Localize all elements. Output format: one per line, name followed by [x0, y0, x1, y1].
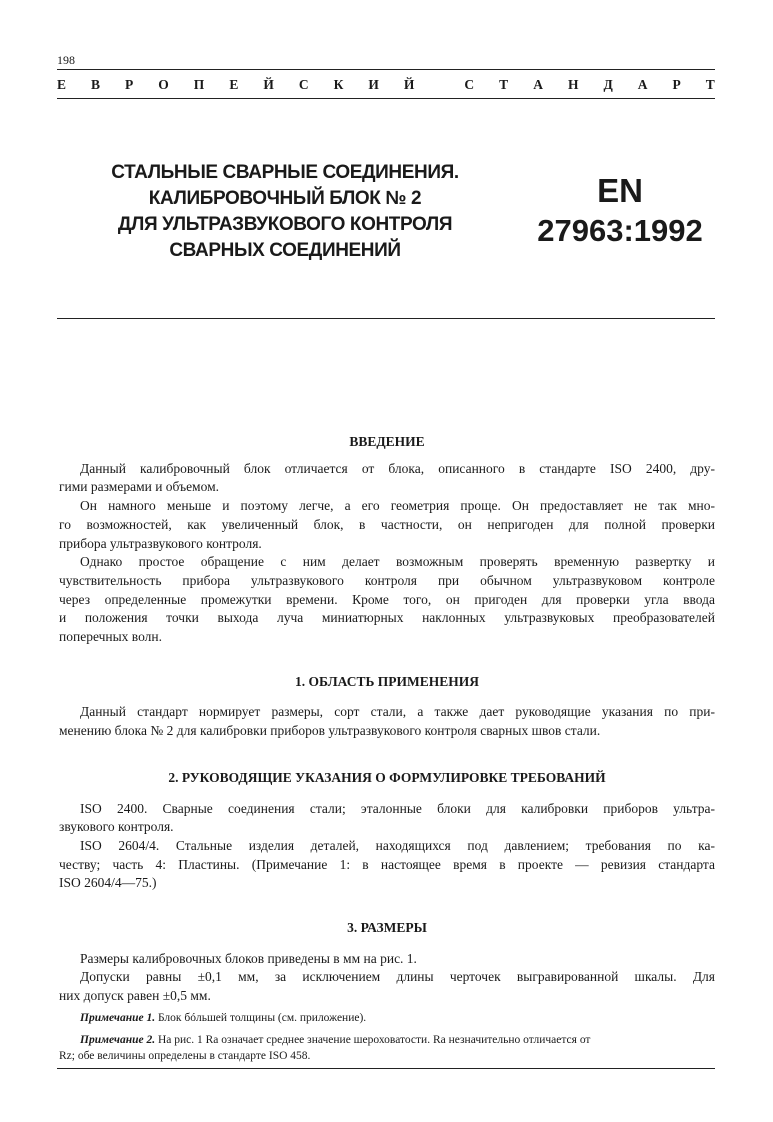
- standard-number: 27963:1992: [537, 213, 703, 248]
- note-line: Блок бóльшей толщины (см. приложение).: [157, 1011, 367, 1024]
- text-line: через определенные промежутки времени. Кроме того, он пригоден для проверки угла ввода: [59, 591, 715, 607]
- text-line: Данный стандарт нормирует размеры, сорт стали, а также дает руководящие указания по при-: [80, 704, 715, 720]
- text-line: Однако простое обращение с ним делает возможным проверять временную развертку и: [80, 554, 715, 570]
- text-line: ISO 2604/4. Стальные изделия деталей, находящихся под давлением; требования по ка-: [80, 837, 715, 853]
- banner-letter: Р: [672, 77, 681, 92]
- banner-letter: Н: [567, 77, 579, 92]
- paragraph: [59, 837, 715, 893]
- text-line: Допуски равны ±0,1 мм, за исключением длины черточек выгравированной шкалы. Для: [80, 969, 715, 985]
- text-line: них допуск равен ±0,5 мм.: [59, 988, 211, 1004]
- banner-letter: Р: [125, 77, 134, 92]
- title-divider: [57, 318, 715, 319]
- section-heading: 1. ОБЛАСТЬ ПРИМЕНЕНИЯ: [294, 673, 480, 689]
- banner-letter: Й: [403, 77, 415, 92]
- note-label: Примечание 1.: [80, 1011, 156, 1024]
- banner-letter: О: [158, 77, 169, 92]
- banner-letter: Е: [57, 77, 67, 92]
- section-heading: 2. РУКОВОДЯЩИЕ УКАЗАНИЯ О ФОРМУЛИРОВКЕ ТРЕБОВАНИЙ: [168, 769, 606, 785]
- text-line: ISO 2604/4—75.): [59, 875, 157, 891]
- series-banner: [57, 77, 715, 93]
- text-line: поперечных волн.: [59, 629, 162, 645]
- title-line: СВАРНЫХ СОЕДИНЕНИЙ: [169, 240, 401, 261]
- standard-code: EN: [597, 172, 643, 209]
- paragraph: [59, 950, 715, 969]
- text-line: Данный калибровочный блок отличается от блока, описанного в стандарте ISO 2400, дру-: [80, 460, 715, 476]
- paragraph: [59, 460, 715, 497]
- text-line: го возможностей, как увеличенный блок, в частности, он непригоден для полной проверки: [59, 516, 715, 532]
- banner-letter: П: [193, 77, 205, 92]
- note-label: Примечание 2.: [80, 1033, 156, 1046]
- paragraph: [59, 800, 715, 837]
- title-line: ДЛЯ УЛЬТРАЗВУКОВОГО КОНТРОЛЯ: [117, 214, 453, 235]
- banner-letter: С: [298, 77, 309, 92]
- header-rule-top: [57, 69, 715, 70]
- banner-letter: Т: [705, 77, 715, 92]
- banner-letter: В: [91, 77, 101, 92]
- section1-section: [59, 673, 715, 741]
- text-line: звукового контроля.: [59, 819, 174, 835]
- banner-letter: Е: [229, 77, 239, 92]
- note: [59, 1010, 715, 1026]
- document-body: [59, 433, 715, 1064]
- paragraph: [59, 703, 715, 740]
- text-line: менению блока № 2 для калибровки приборов ультразвукового контроля сварных швов стали.: [59, 723, 601, 739]
- text-line: чувствительность прибора ультразвукового контроля при обычном ультразвуковом контроле: [59, 572, 715, 588]
- page-number: 198: [57, 53, 75, 67]
- section-heading: 3. РАЗМЕРЫ: [347, 920, 427, 936]
- section-heading: ВВЕДЕНИЕ: [349, 434, 425, 449]
- section2-section: [59, 769, 715, 893]
- title-line: КАЛИБРОВОЧНЫЙ БЛОК № 2: [148, 188, 422, 209]
- paragraph: [59, 497, 715, 553]
- standard-designation: [520, 172, 720, 252]
- title-line: СТАЛЬНЫЕ СВАРНЫЕ СОЕДИНЕНИЯ.: [111, 162, 459, 183]
- document-title: [100, 160, 470, 264]
- footer-rule: [57, 1068, 715, 1069]
- intro-section: [59, 433, 715, 647]
- text-line: и положения точки выхода луча миниатюрных наклонных ультразвуковых преобразователей: [59, 610, 715, 626]
- note-line: На рис. 1 Ra означает среднее значение шероховатости. Ra незначительно отличается от: [157, 1033, 591, 1046]
- text-line: ISO 2400. Сварные соединения стали; эталонные блоки для калибровки приборов ультра-: [80, 800, 715, 816]
- paragraph: [59, 968, 715, 1005]
- banner-letter: С: [464, 77, 475, 92]
- banner-letter: Й: [263, 77, 274, 92]
- text-line: прибора ультразвукового контроля.: [59, 535, 262, 551]
- text-line: честву; часть 4: Пластины. (Примечание 1: в настоящее время в проекте — ревизия стандарта: [59, 856, 715, 872]
- text-line: гими размерами и объемом.: [59, 479, 220, 495]
- banner-letter: И: [368, 77, 379, 92]
- note: [59, 1032, 715, 1064]
- section3-section: [59, 919, 715, 1064]
- text-line: Размеры калибровочных блоков приведены в мм на рис. 1.: [80, 950, 417, 966]
- note-line: Rz; обе величины определены в стандарте ISO 458.: [59, 1049, 311, 1062]
- banner-letter: А: [533, 77, 543, 92]
- banner-letter: К: [333, 77, 344, 92]
- text-line: Он намного меньше и поэтому легче, а его геометрия проще. Он предоставляет не так мно-: [80, 498, 715, 514]
- banner-letter: Т: [499, 77, 509, 92]
- header-rule-bottom: [57, 98, 715, 99]
- paragraph: [59, 553, 715, 647]
- banner-letter: А: [637, 77, 648, 92]
- banner-letter: Д: [603, 77, 613, 92]
